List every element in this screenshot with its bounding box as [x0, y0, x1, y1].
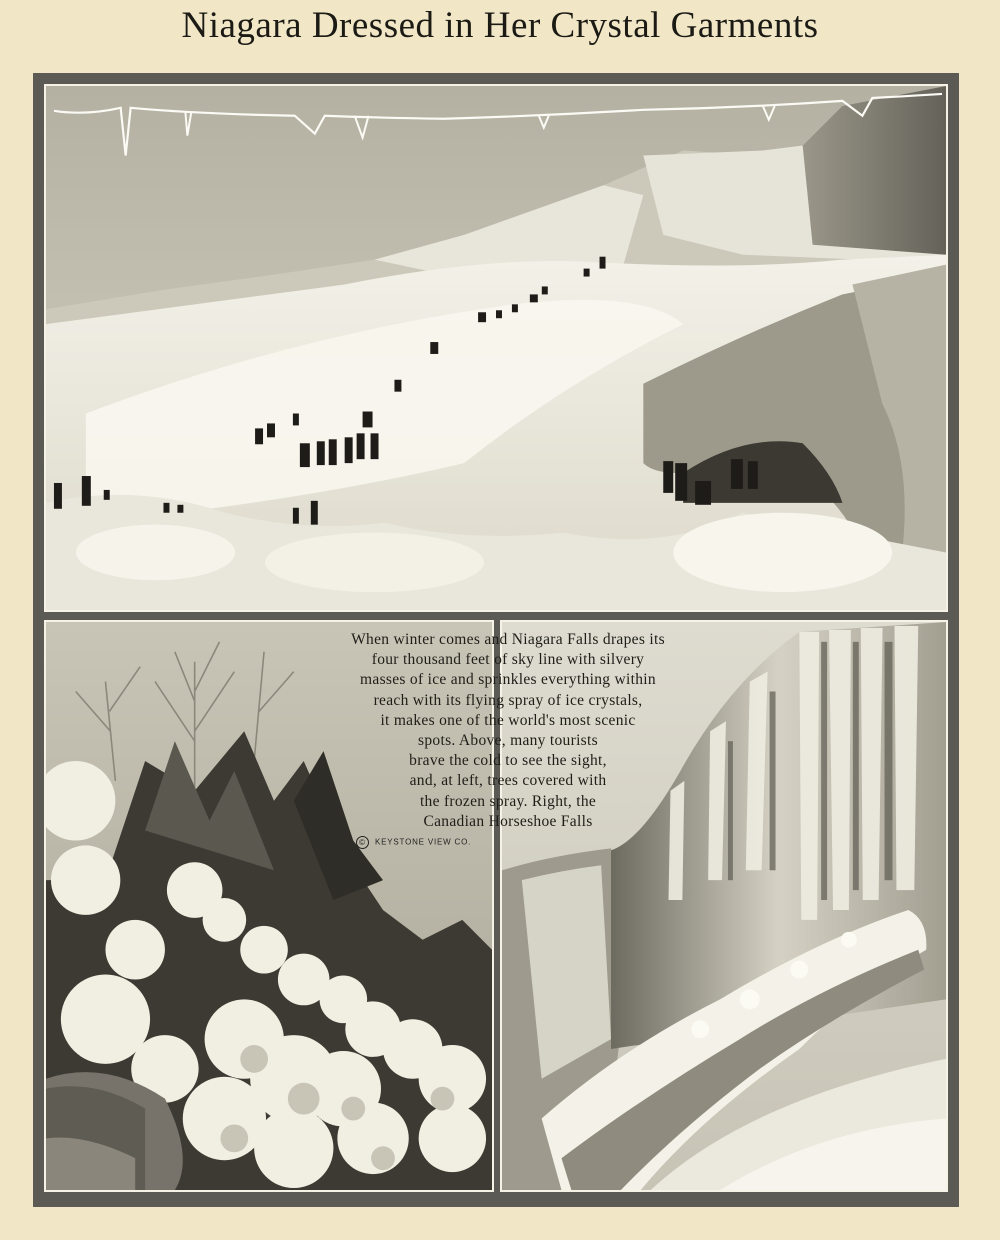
- caption-line: four thousand feet of sky line with silvery: [371, 651, 645, 669]
- caption-line: and, at left, trees covered with: [409, 772, 607, 790]
- caption-line: masses of ice and sprinkles everything within: [360, 671, 656, 689]
- ice-bridge-image: [46, 86, 946, 610]
- page-title: Niagara Dressed in Her Crystal Garments: [181, 5, 819, 46]
- caption-line: Canadian Horseshoe Falls: [423, 812, 593, 830]
- photo-credit: [356, 836, 471, 849]
- caption-line: it makes one of the world's most scenic: [380, 711, 636, 729]
- caption-line: the frozen spray. Right, the: [419, 792, 597, 810]
- caption-line: spots. Above, many tourists: [418, 732, 598, 750]
- top-photo-tourists-on-ice: [44, 84, 948, 612]
- caption-line: When winter comes and Niagara Falls drapes its: [351, 631, 665, 648]
- caption-line: reach with its flying spray of ice crystals,: [373, 691, 643, 709]
- caption-text-block: [288, 630, 728, 832]
- copyright-icon: ©: [356, 836, 369, 849]
- caption-line: brave the cold to see the sight,: [409, 752, 607, 770]
- credit-text: KEYSTONE VIEW CO.: [375, 837, 472, 847]
